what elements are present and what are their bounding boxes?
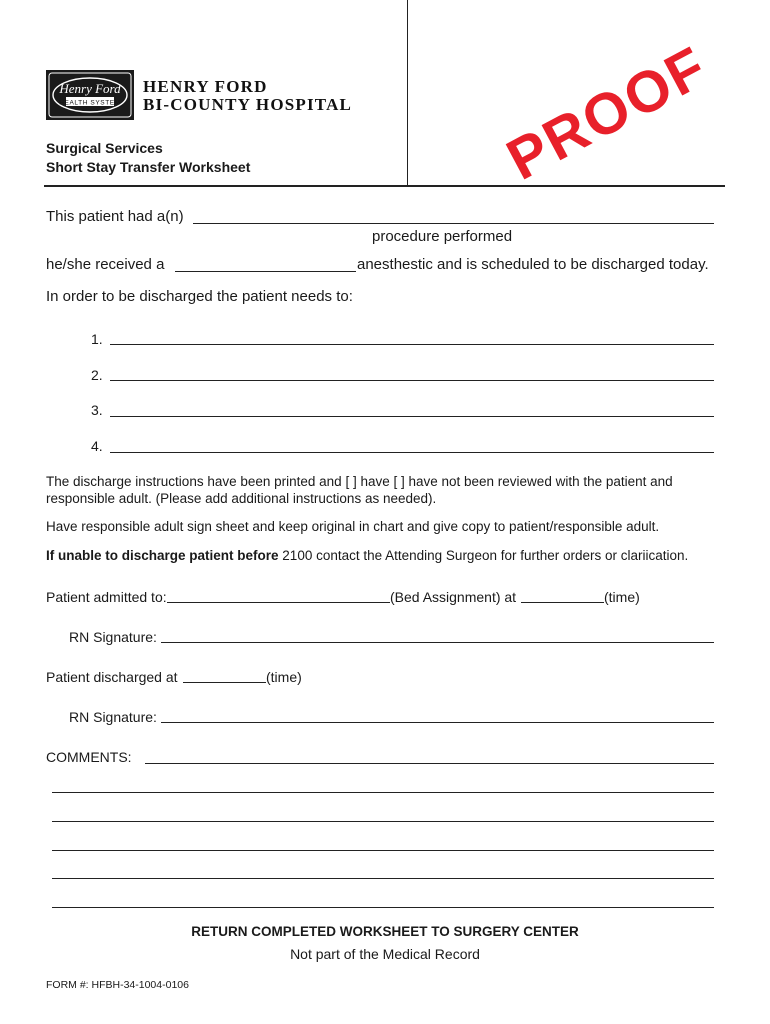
admit-time-label: (time) xyxy=(604,589,640,605)
patient-had-label: This patient had a(n) xyxy=(46,208,184,225)
logo-system-text: HEALTH SYSTEM xyxy=(59,99,121,107)
anesthetic-field[interactable] xyxy=(175,271,356,272)
rn-signature-field-1[interactable] xyxy=(161,642,714,643)
form-title: Short Stay Transfer Worksheet xyxy=(46,159,251,175)
admitted-to-field[interactable] xyxy=(167,602,390,603)
discharge-needs-label: In order to be discharged the patient needs to: xyxy=(46,288,353,305)
hospital-name-line2: BI-COUNTY HOSPITAL xyxy=(143,95,353,114)
comments-field-3[interactable] xyxy=(52,821,714,822)
instructions-line-2: responsible adult. (Please add additional instructions as needed). xyxy=(46,491,437,506)
discharge-time-field[interactable] xyxy=(183,682,266,683)
anesthetic-suffix: anesthestic and is scheduled to be discharged today. xyxy=(357,256,709,273)
discharged-at-label: Patient discharged at xyxy=(46,669,178,685)
bed-assignment-label: (Bed Assignment) at xyxy=(390,589,517,605)
henry-ford-logo-icon xyxy=(46,70,134,120)
unable-discharge-note xyxy=(46,548,688,564)
header-vertical-rule xyxy=(407,0,408,186)
rn-signature-label-2: RN Signature: xyxy=(69,709,157,725)
hospital-name-line1: HENRY FORD xyxy=(143,77,268,96)
step-field-2[interactable] xyxy=(110,380,714,381)
procedure-performed-label: procedure performed xyxy=(372,228,513,245)
step-field-3[interactable] xyxy=(110,416,714,417)
step-number-2: 2. xyxy=(91,367,103,383)
not-medical-record-note: Not part of the Medical Record xyxy=(290,946,480,962)
step-number-1: 1. xyxy=(91,331,103,347)
hospital-name xyxy=(143,78,352,114)
rn-signature-field-2[interactable] xyxy=(161,722,714,723)
unable-discharge-bold: If unable to discharge patient before xyxy=(46,548,279,563)
step-field-4[interactable] xyxy=(110,452,714,453)
comments-field-1[interactable] xyxy=(145,763,714,764)
step-number-4: 4. xyxy=(91,438,103,454)
comments-field-2[interactable] xyxy=(52,792,714,793)
comments-field-6[interactable] xyxy=(52,907,714,908)
unable-discharge-rest: 2100 contact the Attending Surgeon for further orders or clariication. xyxy=(278,548,689,563)
form-number: FORM #: HFBH-34-1004-0106 xyxy=(46,979,189,991)
return-note: RETURN COMPLETED WORKSHEET TO SURGERY CENTER xyxy=(191,924,579,939)
discharge-time-label: (time) xyxy=(266,669,302,685)
step-number-3: 3. xyxy=(91,402,103,418)
comments-field-4[interactable] xyxy=(52,850,714,851)
procedure-field[interactable] xyxy=(193,223,714,224)
step-field-1[interactable] xyxy=(110,344,714,345)
rn-signature-label-1: RN Signature: xyxy=(69,629,157,645)
logo-script-text: Henry Ford xyxy=(59,81,121,96)
proof-stamp: PROOF xyxy=(496,33,719,193)
instructions-line-1: The discharge instructions have been printed and [ ] have [ ] have not been reviewed with the patient and xyxy=(46,474,673,489)
sign-sheet-note: Have responsible adult sign sheet and keep original in chart and give copy to patient/responsible adult. xyxy=(46,519,660,534)
admitted-to-label: Patient admitted to: xyxy=(46,589,167,605)
comments-label: COMMENTS: xyxy=(46,749,132,765)
header-horizontal-rule xyxy=(44,185,725,187)
department-title: Surgical Services xyxy=(46,140,163,156)
henry-ford-logo xyxy=(46,70,134,120)
admit-time-field[interactable] xyxy=(521,602,604,603)
comments-field-5[interactable] xyxy=(52,878,714,879)
received-label: he/she received a xyxy=(46,256,165,273)
